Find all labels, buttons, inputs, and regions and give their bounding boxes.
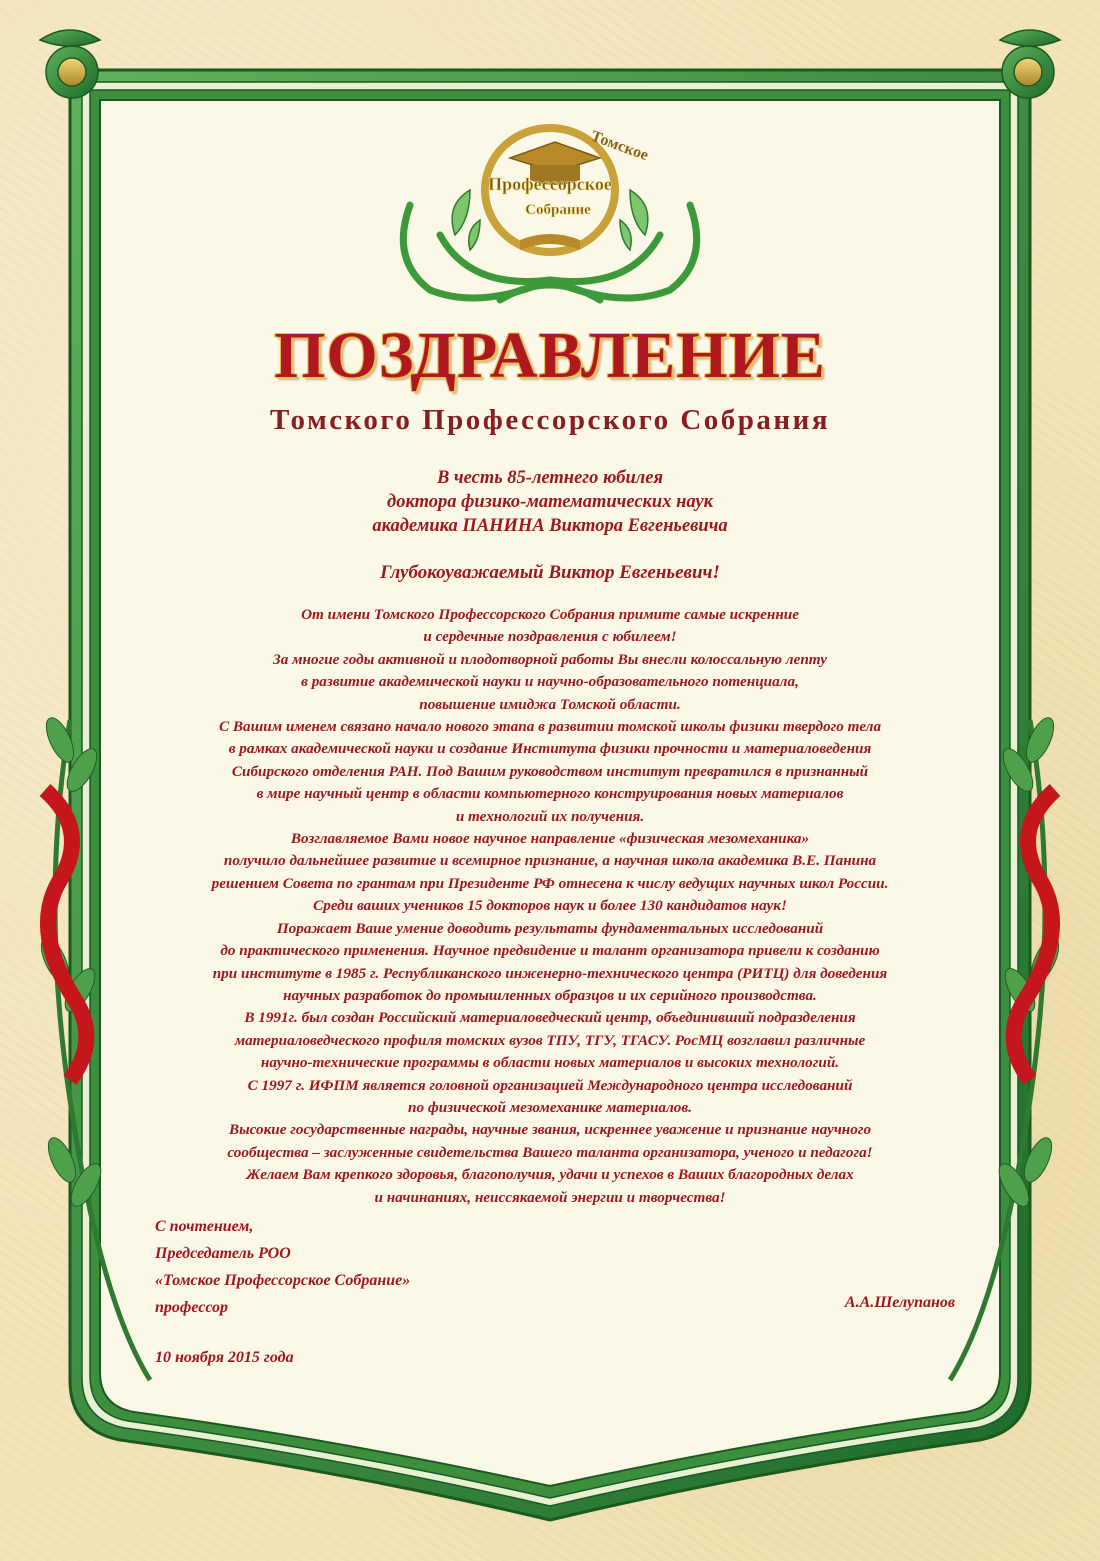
body-line: повышение имиджа Томской области. (419, 695, 681, 713)
honor-line: В честь 85-летнего юбилея (436, 468, 664, 488)
logo-top-text: Томское (588, 127, 651, 165)
signature-line: С почтением, (155, 1218, 254, 1235)
honor-line: доктора физико-математических наук (387, 492, 713, 512)
body-line: Желаем Вам крепкого здоровья, благополучия, удачи и успехов в Ваших благородных делах (246, 1166, 854, 1184)
body-line: Высокие государственные награды, научные звания, искреннее уважение и признание научного (228, 1121, 872, 1139)
page-subtitle: Томского Профессорского Собрания (269, 404, 831, 436)
body-line: в мире научный центр в области компьютерного конструирования новых материалов (256, 785, 844, 803)
body-line: по физической мезомеханике материалов. (408, 1098, 692, 1116)
body-line: научно-технические программы в области новых материалов и высоких технологий. (260, 1054, 840, 1072)
signer-name: А.А.Шелупанов (844, 1294, 955, 1311)
body-line: С Вашим именем связано начало нового этапа в развитии томской школы физики твердого тела (218, 718, 882, 736)
body-line: Возглавляемое Вами новое научное направление «физическая мезомеханика» (290, 830, 810, 848)
greeting: Глубокоуважаемый Виктор Евгеньевич! (380, 562, 720, 583)
body-line: и технологий их получения. (455, 807, 645, 825)
professor-assembly-logo (380, 110, 720, 310)
honor-line: академика ПАНИНА Виктора Евгеньевича (372, 516, 728, 536)
body-line: Среди ваших учеников 15 докторов наук и более 130 кандидатов наук! (313, 897, 787, 915)
body-line: Сибирского отделения РАН. Под Вашим руководством институт превратился в признанный (231, 762, 869, 780)
body-line: в развитие академической науки и научно-образовательного потенциала, (301, 673, 799, 691)
honor-block (0, 466, 1100, 538)
body-line: За многие годы активной и плодотворной работы Вы внесли колоссальную лепту (273, 650, 827, 668)
signature-line: профессор (155, 1299, 229, 1316)
body-line: при институте в 1985 г. Республиканского инженерно-технического центра (РИТЦ) для доведения (212, 964, 888, 982)
signature-line: Председатель РОО (155, 1245, 291, 1262)
signature-block (155, 1213, 955, 1321)
body-line: решением Совета по грантам при Президенте РФ отнесена к числу ведущих научных школ России. (211, 874, 889, 892)
body-line: От имени Томского Профессорского Собрания примите самые искренние (301, 606, 799, 623)
signature-line: «Томское Профессорское Собрание» (155, 1272, 411, 1289)
body-line: научных разработок до промышленных образцов и их серийного производства. (283, 986, 817, 1004)
document-date: 10 ноября 2015 года (155, 1349, 294, 1366)
body-line: С 1997 г. ИФПМ является головной организацией Международного центра исследований (247, 1076, 853, 1094)
body-line: и сердечные поздравления с юбилеем! (423, 628, 677, 646)
logo-line1: Профессорское (488, 174, 612, 194)
logo-line2: Собрание (525, 202, 591, 218)
page-title: ПОЗДРАВЛЕНИЕ (274, 319, 826, 392)
body-line: материаловедческого профиля томских вузов ТПУ, ТГУ, ТГАСУ. РосМЦ возглавил различные (234, 1031, 866, 1049)
body-line: сообщества – заслуженные свидетельства Вашего таланта организатора, ученого и педагога! (227, 1143, 873, 1161)
body-line: Поражает Ваше умение доводить результаты фундаментальных исследований (276, 919, 824, 937)
body-line: В 1991г. был создан Российский материаловедческий центр, объединивший подразделения (244, 1009, 856, 1027)
congratulation-body (130, 604, 970, 1209)
body-line: и начинаниях, неиссякаемой энергии и творчества! (374, 1188, 726, 1206)
body-line: в рамках академической науки и создание Института физики прочности и материаловедения (228, 740, 872, 758)
body-line: до практического применения. Научное предвидение и талант организатора привели к созданию (220, 942, 880, 960)
body-line: получило дальнейшее развитие и всемирное признание, а научная школа академика В.Е. Панина (223, 852, 877, 870)
